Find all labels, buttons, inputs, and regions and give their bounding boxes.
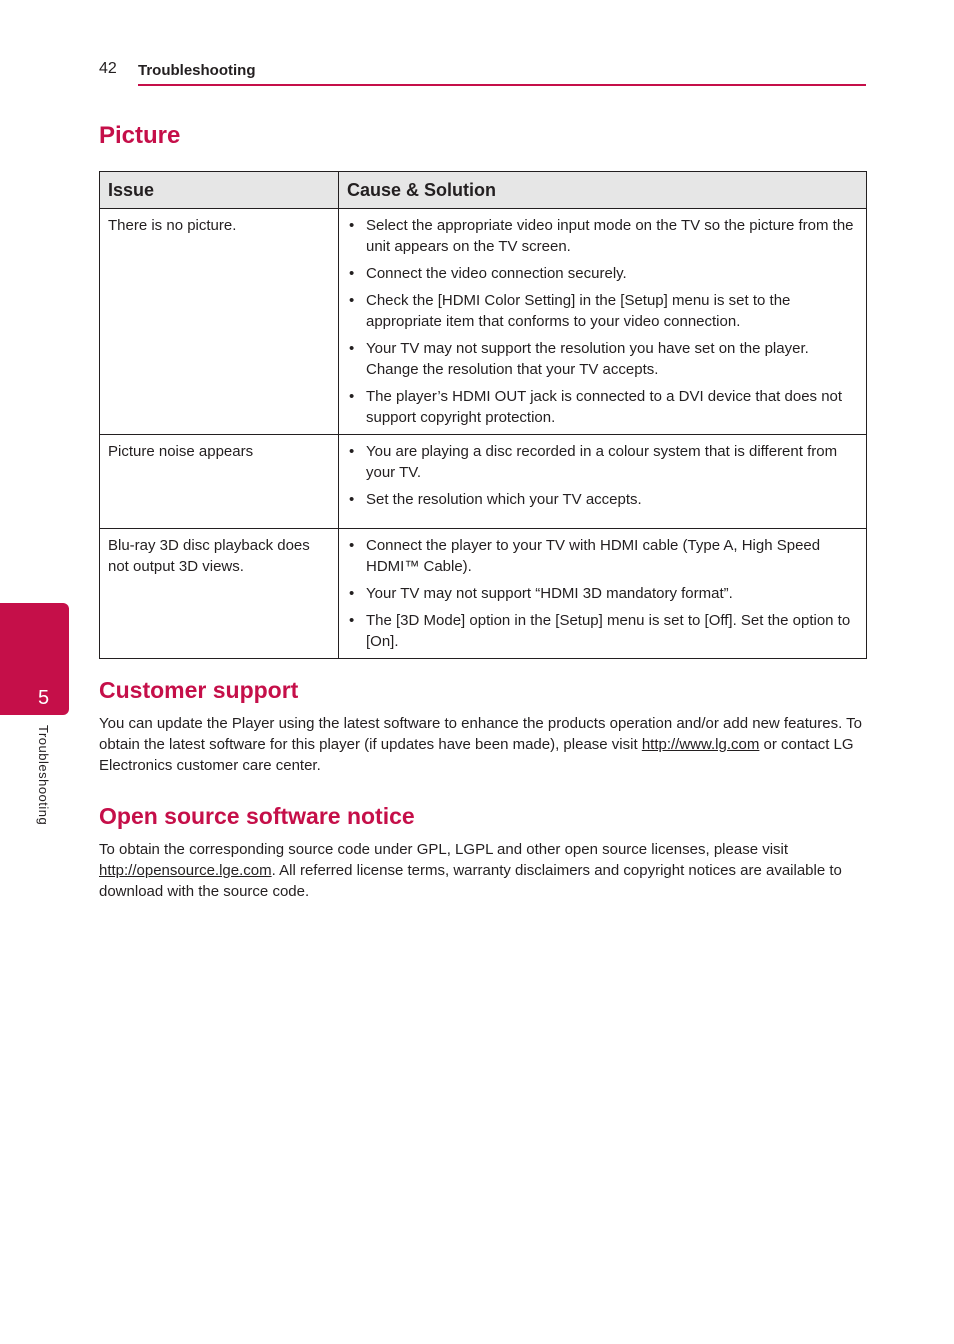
solution-text: Connect the video connection securely. — [366, 265, 627, 282]
issue-cell: There is no picture. — [100, 209, 339, 435]
solution-list — [347, 535, 858, 652]
solution-text: Connect the player to your TV with HDMI cable (Type A, High Speed HDMI™ Cable). — [366, 537, 821, 575]
bullet-icon: • — [349, 340, 355, 357]
solution-cell — [339, 435, 867, 529]
chapter-label: Troubleshooting — [36, 725, 51, 826]
open-source-text — [99, 839, 866, 902]
oss-text-part: To obtain the corresponding source code under GPL, LGPL and other open source licenses, please visit — [99, 841, 789, 858]
solution-text: The player’s HDMI OUT jack is connected to a DVI device that does not support copyright protection. — [366, 388, 843, 426]
solution-text: Select the appropriate video input mode on the TV so the picture from the unit appears on the TV screen. — [366, 217, 854, 255]
list-item — [347, 535, 858, 577]
bullet-icon: • — [349, 491, 355, 508]
bullet-icon: • — [349, 443, 355, 460]
bullet-icon: • — [349, 292, 355, 309]
picture-heading: Picture — [99, 122, 181, 149]
page-number: 42 — [99, 60, 117, 77]
lg-website-link[interactable]: http://www.lg.com — [641, 736, 760, 753]
bullet-icon: • — [349, 388, 355, 405]
solution-cell — [339, 529, 867, 659]
bullet-icon: • — [349, 537, 355, 554]
list-item — [347, 441, 858, 483]
oss-text-part: . All referred license terms, warranty disclaimers and copyright notices are available to download with the source code. — [99, 862, 842, 900]
solution-list — [347, 215, 858, 428]
solution-text: Your TV may not support the resolution you have set on the player. Change the resolution that your TV accepts. — [366, 340, 809, 378]
bullet-icon: • — [349, 217, 355, 234]
table-row — [100, 529, 867, 659]
customer-support-text — [99, 713, 866, 776]
issue-cell: Blu-ray 3D disc playback does not output 3D views. — [100, 529, 339, 659]
bullet-icon: • — [349, 585, 355, 602]
list-item — [347, 610, 858, 652]
open-source-heading: Open source software notice — [99, 803, 415, 829]
issue-cell: Picture noise appears — [100, 435, 339, 529]
customer-support-heading: Customer support — [99, 677, 299, 703]
chapter-number: 5 — [38, 687, 50, 709]
bullet-icon: • — [349, 265, 355, 282]
list-item — [347, 263, 858, 284]
list-item — [347, 489, 858, 510]
solution-cell — [339, 209, 867, 435]
column-header-solution: Cause & Solution — [339, 172, 867, 209]
picture-troubleshooting-table — [99, 171, 867, 659]
header-rule — [138, 84, 866, 86]
page-header — [99, 58, 866, 86]
list-item — [347, 215, 858, 257]
list-item — [347, 386, 858, 428]
table-header-row — [100, 172, 867, 209]
list-item — [347, 583, 858, 604]
list-item — [347, 290, 858, 332]
table-row — [100, 435, 867, 529]
opensource-website-link[interactable]: http://opensource.lge.com — [99, 862, 272, 879]
solution-text: The [3D Mode] option in the [Setup] menu is set to [Off]. Set the option to [On]. — [366, 612, 851, 650]
solution-text: You are playing a disc recorded in a colour system that is different from your TV. — [366, 443, 838, 481]
solution-list — [347, 441, 858, 510]
support-text-part: You can update the Player using the latest software to enhance the products operation and/or add new features. To obtain the latest software for this player (if updates have been made), please visit — [99, 715, 863, 753]
chapter-tab — [0, 603, 69, 715]
list-item — [347, 338, 858, 380]
bullet-icon: • — [349, 612, 355, 629]
solution-text: Set the resolution which your TV accepts. — [366, 491, 642, 508]
column-header-issue: Issue — [100, 172, 339, 209]
support-text-part: or contact LG Electronics customer care center. — [99, 736, 854, 774]
solution-text: Your TV may not support “HDMI 3D mandatory format”. — [366, 585, 733, 602]
table-row — [100, 209, 867, 435]
header-section-title: Troubleshooting — [138, 62, 256, 79]
solution-text: Check the [HDMI Color Setting] in the [Setup] menu is set to the appropriate item that conforms to your video connection. — [366, 292, 791, 330]
